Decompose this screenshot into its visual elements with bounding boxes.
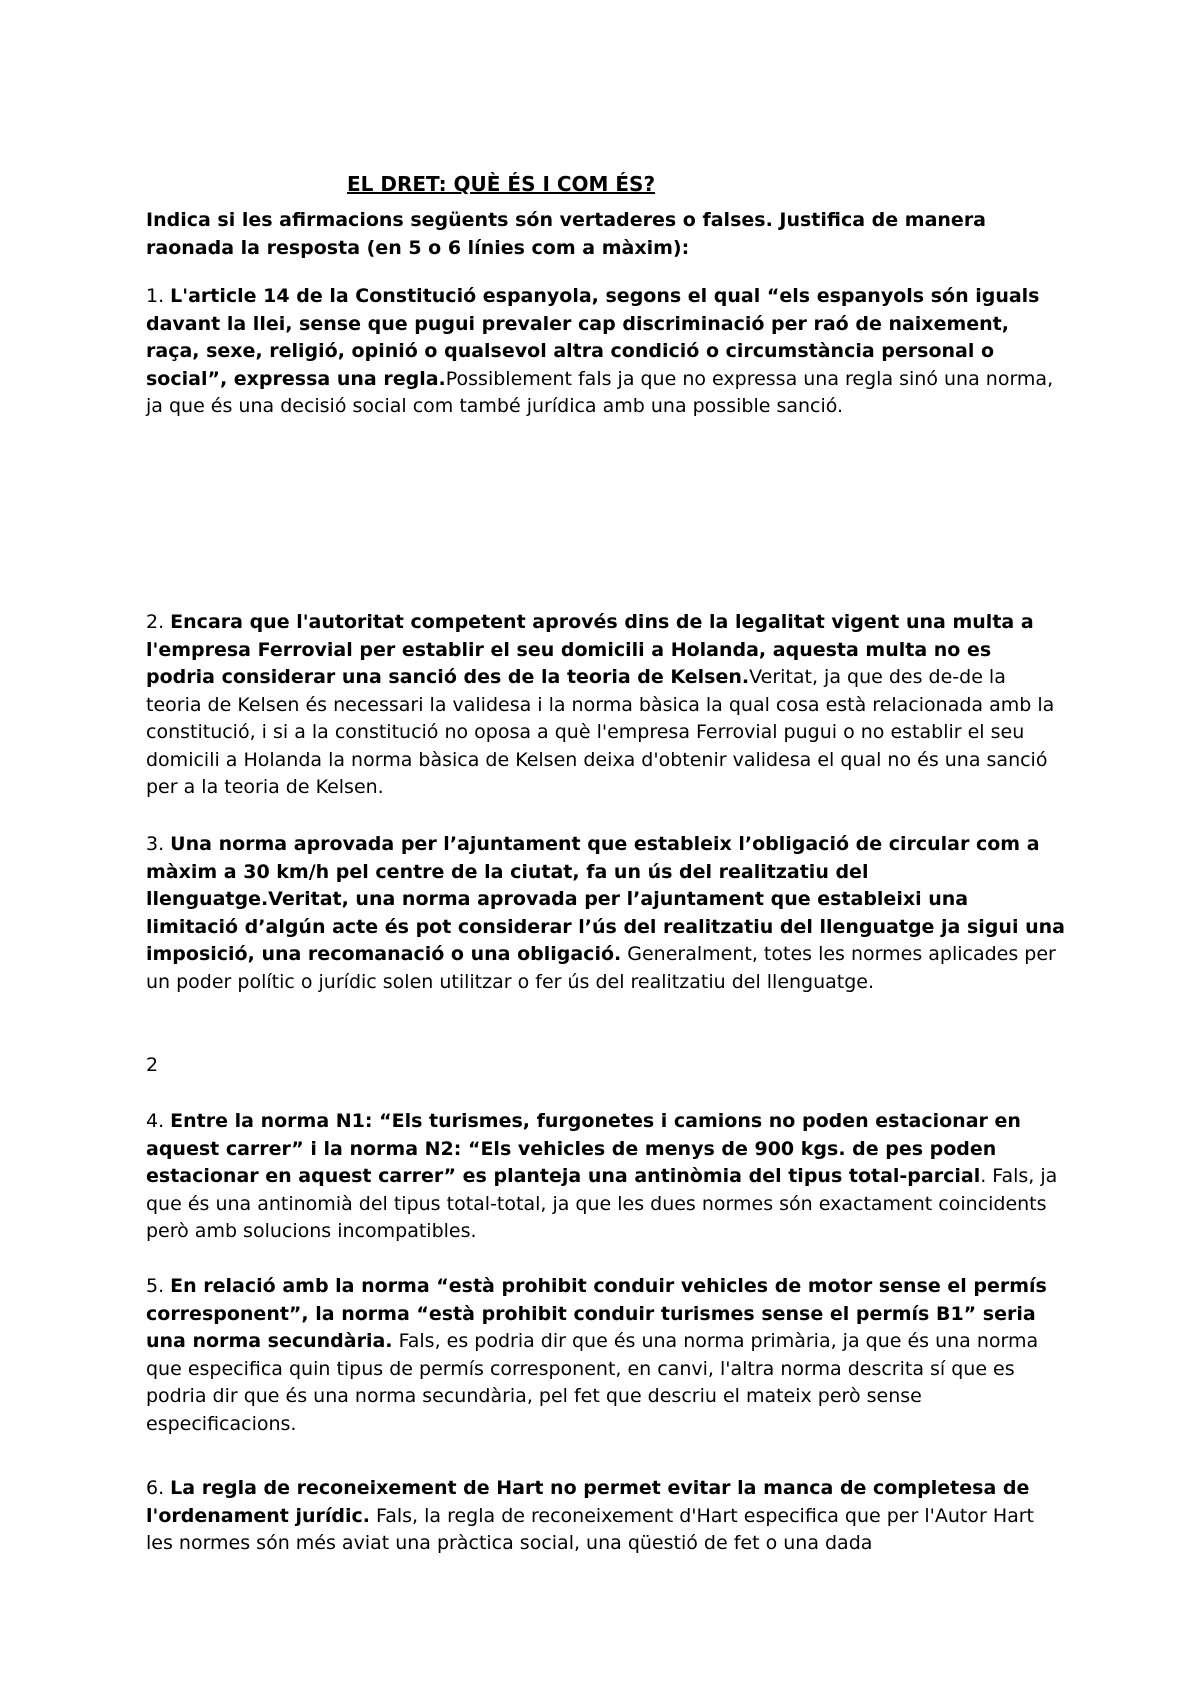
item-number: 4. [146,1110,171,1132]
item-number: 1. [146,285,171,307]
item-number: 5. [146,1275,171,1297]
item-statement: L'article 14 de la Constitució espanyola, segons el qual “els espanyols són iguals davant la llei, sense que pugui prevaler cap discriminació per raó de naixement, raça, sexe, religió, opinió o qualsevol altra condició o circumstància personal o social”, expressa una regla. [146,285,1040,390]
item-answer: Generalment, totes les normes aplicades per un poder polític o jurídic solen utilitzar o fer ús del realitzatiu del llenguatge. [146,943,1056,993]
item-statement: Una norma aprovada per l’ajuntament que estableix l’obligació de circular com a màxim a 30 km/h pel centre de la ciutat, fa un ús del realitzatiu del llenguatge.Veritat, una norma aprovada per l’ajuntament que estableixi una limitació d’algún acte és pot considerar l’ús del realitzatiu del llenguatge ja sigui una imposició, una recomanació o una obligació. [146,833,1065,965]
item-statement: Encara que l'autoritat competent aprovés dins de la legalitat vigent una multa a l'empresa Ferrovial per establir el seu domicili a Holanda, aquesta multa no es podria considerar una sanció des de la teoria de Kelsen. [146,611,1034,688]
item-answer: Fals, es podria dir que és una norma primària, ja que és una norma que especifica quin tipus de permís corresponent, en canvi, l'altra norma descrita sí que es podria dir que és una norma secundària, pel fet que descriu el mateix però sense especificacions. [146,1330,1039,1435]
question-item-5 [146,1273,1066,1438]
instructions: Indica si les afirmacions següents són vertaderes o falses. Justifica de manera raonada la resposta (en 5 o 6 línies com a màxim): [146,209,987,259]
question-item-2 [146,609,1066,802]
question-item-6 [146,1475,1066,1558]
item-number: 3. [146,833,171,855]
item-answer: Fals, la regla de reconeixement d'Hart especifica que per l'Autor Hart les normes són més aviat una pràctica social, una qüestió de fet o una dada [146,1504,1035,1554]
item-statement: En relació amb la norma “està prohibit conduir vehicles de motor sense el permís corresponent”, la norma “està prohibit conduir turismes sense el permís B1” seria una norma secundària. [146,1275,1047,1352]
question-item-4 [146,1108,1066,1246]
item-statement: La regla de reconeixement de Hart no permet evitar la manca de completesa de l'ordenament jurídic. [146,1477,1030,1527]
question-item-1 [146,283,1066,421]
item-number: 6. [146,1477,171,1499]
item-number: 2. [146,611,171,633]
item-answer: Possiblement fals ja que no expressa una regla sinó una norma, ja que és una decisió social com també jurídica amb una possible sanció. [146,367,1054,417]
question-item-3 [146,831,1066,996]
page-number: 2 [146,1054,159,1076]
item-statement: Entre la norma N1: “Els turismes, furgonetes i camions no poden estacionar en aquest carrer” i la norma N2: “Els vehicles de menys de 900 kgs. de pes poden estacionar en aquest carrer” es planteja una antinòmia del tipus total-parcial [146,1110,1021,1187]
item-answer: . Fals, ja que és una antinomià del tipus total-total, ja que les dues normes són exactament coincidents però amb solucions incompatibles. [146,1165,1058,1242]
item-answer: Veritat, ja que des de-de la teoria de Kelsen és necessari la validesa i la norma bàsica la qual cosa està relacionada amb la constitució, i si a la constitució no oposa a què l'empresa Ferrovial pugui o no establir el seu domicili a Holanda la norma bàsica de Kelsen deixa d'obtenir validesa el qual no és una sanció per a la teoria de Kelsen. [146,666,1055,798]
document-title: EL DRET: QUÈ ÉS I COM ÉS? [347,172,656,196]
